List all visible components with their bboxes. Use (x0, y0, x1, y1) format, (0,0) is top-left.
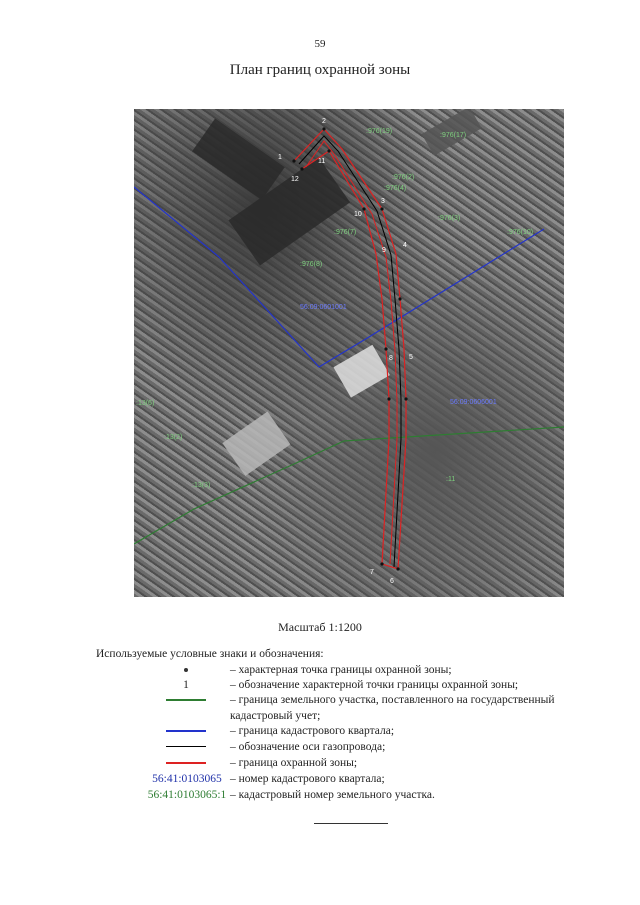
page-number: 59 (314, 38, 326, 50)
legend-row-quarter-number (96, 771, 616, 787)
legend-row-point (96, 662, 616, 678)
quarter-label-top: 56:09:0601001 (300, 304, 347, 311)
legend-row-pipeline-axis (96, 739, 616, 755)
point-label-6: 6 (390, 578, 394, 585)
quarter-label-right: 56:09:0606001 (450, 399, 497, 406)
legend-row-zone-boundary (96, 755, 616, 771)
boundary-point (362, 207, 365, 210)
legend-row-parcel-boundary (96, 692, 616, 722)
parcel-label-976-7: :976(7) (334, 229, 357, 236)
parcel-label-976-4: :976(4) (384, 185, 407, 192)
point-label-10: 10 (354, 211, 362, 218)
quarter-number-sample: 56:41:0103065 (152, 773, 222, 785)
legend-text: – кадастровый номер земельного участка. (230, 789, 435, 801)
parcel-label-976-19: :976(19) (366, 128, 393, 135)
legend-heading: Используемые условные знаки и обозначения: (96, 648, 324, 660)
legend-row-point-label (96, 677, 616, 693)
point-marker-icon (184, 668, 188, 672)
point-label-9: 9 (382, 247, 386, 254)
boundary-point (327, 149, 330, 152)
parcel-label-976-3: :976(3) (438, 215, 461, 222)
pipeline-axis-line-sample (166, 746, 206, 747)
boundary-point (384, 347, 387, 350)
legend-text: – обозначение характерной точки границы охранной зоны; (230, 679, 519, 691)
legend-text: – граница земельного участка, поставленного на государственный кадастровый учет; (230, 694, 555, 722)
parcel-label-13-3: :13(3) (192, 482, 211, 489)
point-label-1: 1 (278, 154, 282, 161)
map-overlay (134, 109, 564, 597)
boundary-point (404, 397, 407, 400)
quarter-boundary-line (134, 187, 544, 367)
point-label-5: 5 (409, 354, 413, 361)
boundary-point (292, 159, 295, 162)
map-scale: Масштаб 1:1200 (278, 620, 362, 634)
parcel-boundary-line-sample (166, 699, 206, 701)
legend-text: – номер кадастрового квартала; (230, 773, 385, 785)
legend-row-quarter-boundary (96, 723, 616, 739)
page-title: План границ охранной зоны (229, 62, 411, 78)
legend-text: – граница кадастрового квартала; (230, 725, 395, 737)
parcel-label-976-17: :976(17) (440, 132, 467, 139)
parcel-label-976-8: :976(8) (300, 261, 323, 268)
quarter-boundary-line-sample (166, 730, 206, 732)
boundary-point (396, 567, 399, 570)
boundary-point (322, 127, 325, 130)
boundary-point (398, 297, 401, 300)
parcel-label-13-2: :13(2) (164, 434, 183, 441)
legend-text: – характерная точка границы охранной зоны; (230, 664, 452, 676)
boundary-point (387, 397, 390, 400)
parcel-label-13-6: :13(6) (136, 400, 155, 407)
footer-divider (314, 823, 388, 824)
aerial-map (134, 109, 564, 597)
point-label-11: 11 (318, 158, 326, 165)
point-label-4: 4 (403, 242, 407, 249)
legend-row-parcel-number (96, 787, 616, 803)
parcel-label-11: :11 (446, 476, 456, 483)
point-label-2: 2 (322, 118, 326, 125)
point-label-12: 12 (291, 176, 299, 183)
point-label-8: 8 (389, 355, 393, 362)
parcel-number-sample: 56:41:0103065:1 (147, 789, 227, 801)
point-label-sample: 1 (183, 679, 189, 691)
boundary-point (300, 167, 303, 170)
zone-boundary-line-sample (166, 762, 206, 764)
boundary-point (380, 207, 383, 210)
parcel-label-976-10: :976(10) (507, 229, 534, 236)
legend-text: – обозначение оси газопровода; (230, 741, 386, 753)
point-label-3: 3 (381, 198, 385, 205)
parcel-label-976-2: :976(2) (392, 174, 415, 181)
legend-text: – граница охранной зоны; (230, 757, 358, 769)
boundary-point (380, 562, 383, 565)
point-label-7: 7 (370, 569, 374, 576)
